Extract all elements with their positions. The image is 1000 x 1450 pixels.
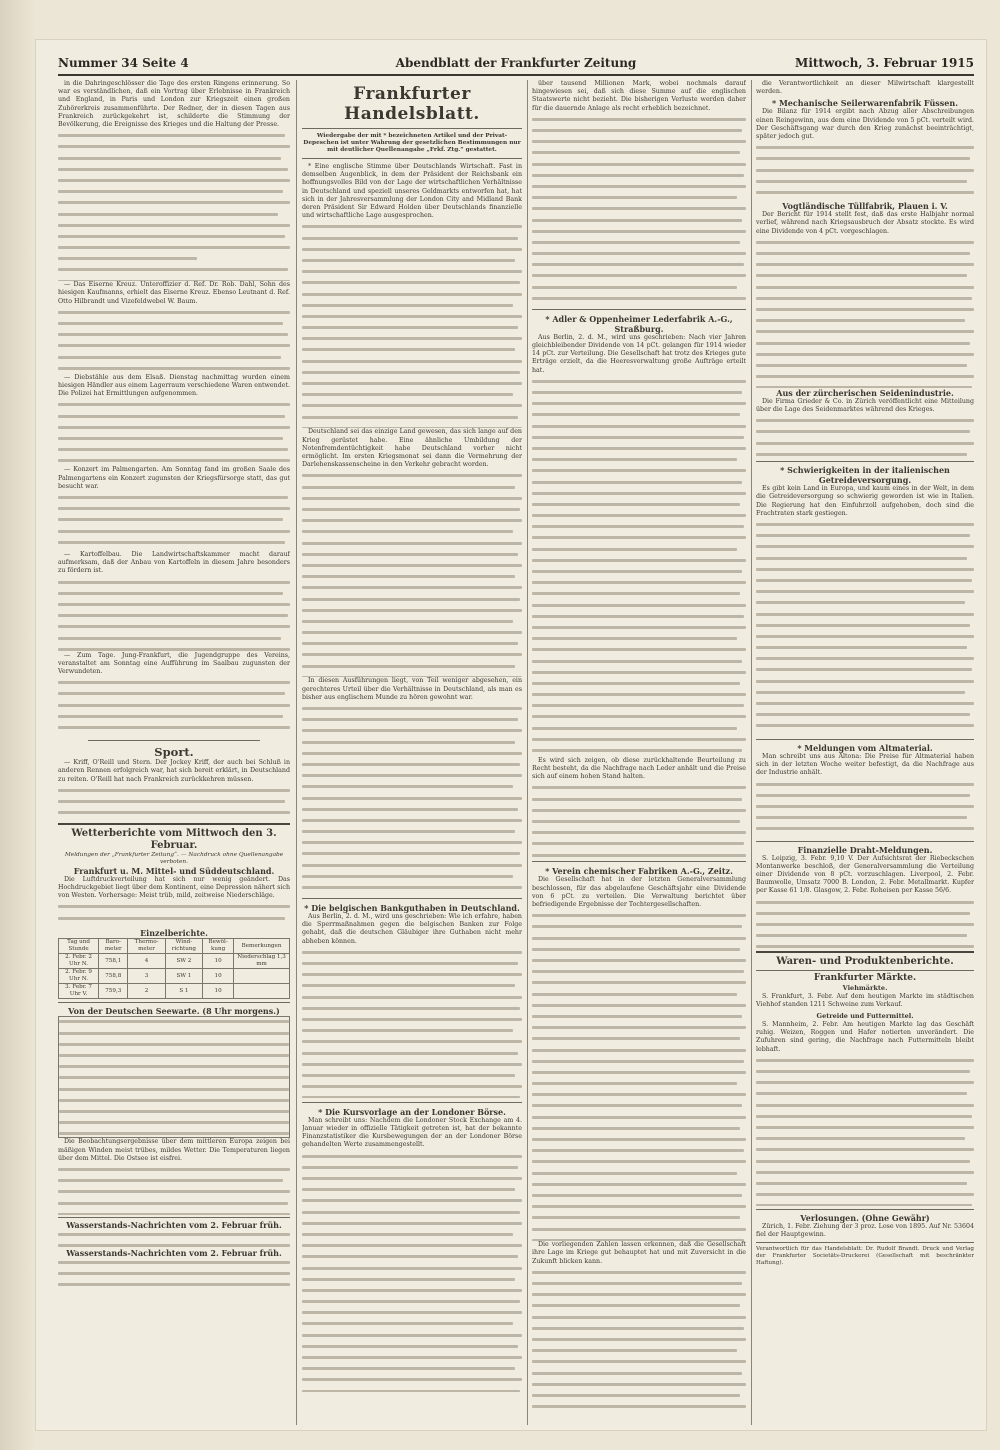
zeitz-text: Die Gesellschaft hat in der letzten Generalversammlung beschlossen, für das abgelaufene Geschäftsjahr eine Dividende von 6 pCt. zu verteilen. Die Verwaltung berichtet über befriedigende Ergebnisse der Tochtergesellschaften.	[532, 876, 746, 909]
table-header-row	[59, 939, 290, 954]
divider	[756, 739, 974, 740]
page-header	[58, 56, 974, 76]
kursvorlage-heading: * Die Kursvorlage an der Londoner Börse.	[318, 1106, 506, 1117]
table-row	[59, 969, 290, 984]
table-cell: 758,1	[99, 954, 128, 969]
getreide-heading: * Schwierigkeiten in der italienischen Getreideversorgung.	[780, 465, 950, 486]
zeitz-heading: * Verein chemischer Fabriken A.-G., Zeitz.	[545, 866, 733, 877]
article-text: Deutschland sei das einzige Land gewesen, das sich lange auf den Krieg gerüstet habe. Eine ähnliche Umbildung der Notenfremdentüchtigkeit habe Deutschland vorher nicht ermöglicht. Im ersten Kriegsmonat sei dann die Vermehrung der Darlehenskassenscheine in den Verkehr gebracht worden.	[302, 428, 522, 469]
divider	[88, 740, 260, 741]
verlosungen-text: Zürich, 1. Febr. Ziehung der 3 proz. Lose von 1895. Auf Nr. 53604 fiel der Hauptgewinn.	[756, 1222, 974, 1239]
einzelberichte-heading: Einzelberichte.	[140, 928, 208, 939]
vieh-text: S. Frankfurt, 3. Febr. Auf dem heutigen Markte im städtischen Viehhof standen 1211 Schweine zum Verkauf.	[756, 992, 974, 1008]
weather-heading: Wetterberichte vom Mittwoch den 3. Februar.	[71, 827, 277, 851]
table-cell: 10	[203, 984, 234, 999]
divider	[302, 128, 522, 129]
weather-text: Die Luftdruckverteilung hat sich nur wenig geändert. Das Hochdruckgebiet liegt über dem Kontinent, eine Depression nähert sich von Westen. Vorhersage: Meist trüb, mild, zeitweise Niederschläge.	[58, 875, 290, 900]
notice: — Konzert im Palmengarten. Am Sonntag fand im großen Saale des Palmengartens ein Konzert zugunsten der Kriegsfürsorge statt, das gut besucht war.	[58, 466, 290, 490]
weather-table	[58, 938, 290, 999]
text-block	[756, 416, 974, 458]
text-block	[58, 493, 290, 551]
column-rule	[296, 80, 297, 1425]
text-block	[58, 1258, 290, 1288]
table-header: Bemerkungen	[234, 939, 290, 954]
table-cell	[234, 984, 290, 999]
text-block	[302, 471, 522, 677]
text-block	[756, 1056, 974, 1206]
column-rule	[751, 80, 752, 1425]
draht-text: S. Leipzig, 3. Febr. 9,10 V. Der Aufsichtsrat der Riebeckschen Montanwerke beschloß, der Generalversammlung die Verteilung einer Dividende von 8 pCt. vorzuschlagen. Liverpool, 2. Febr. Baumwolle, Umsatz 7000 B. London, 2. Febr. Metallmarkt. Kupfer per Kasse 61 1/8. Glasgow, 2. Febr. Roheisen per Kasse 56/6.	[756, 854, 974, 895]
vogt-text: Der Bericht für 1914 stellt fest, daß das erste Halbjahr normal verlief, während nach Kriegsausbruch der Absatz stockte. Es wird eine Dividende von 4 pCt. vorgeschlagen.	[756, 211, 974, 235]
divider	[756, 951, 974, 953]
table-row	[59, 954, 290, 969]
weather-region: Frankfurt u. M. Mittel- und Süddeutschland.	[73, 865, 275, 876]
text-block	[532, 911, 746, 1241]
text-block	[58, 400, 290, 466]
divider	[58, 823, 290, 825]
text-block	[756, 143, 974, 201]
seil-heading: * Mechanische Seilerwarenfabrik Füssen.	[771, 98, 958, 109]
seewarte-text: Die Beobachtungsergebnisse über dem mittleren Europa zeigen bei mäßigen Winden meist trübes, mildes Wetter. Die Temperaturen liegen über dem Mittel. Die Ostsee ist eisfrei.	[58, 1138, 290, 1162]
wasserstand-heading: Wasserstands-Nachrichten vom 2. Februar früh.	[66, 1248, 282, 1259]
text-block	[756, 898, 974, 948]
leder-text: Aus Berlin, 2. d. M., wird uns geschrieben: Nach vier Jahren gleichbleibender Dividende von 14 pCt. gelangen für 1914 wieder 14 pCt. zur Verteilung. Die Gesellschaft hat trotz des Krieges gute Erträge erzielt, da die Heeresverwaltung große Aufträge erteilt hat.	[532, 333, 746, 374]
seewarte-heading: Von der Deutschen Seewarte. (8 Uhr morgens.)	[68, 1006, 280, 1017]
text-block	[532, 115, 746, 305]
notice: — Kartoffelbau. Die Landwirtschaftskammer macht darauf aufmerksam, daß der Anbau von Kartoffeln in diesem Jahre besonders zu fördern ist.	[58, 551, 290, 575]
divider	[756, 461, 974, 462]
table-header: Tag und Stunde	[59, 939, 99, 954]
table-cell: 10	[203, 969, 234, 984]
reprint-note: Wiedergabe der mit * bezeichneten Artikel und der Privat-Depeschen ist unter Wahrung der gesetzlichen Bestimmungen nur mit deutlicher Quellenangabe „Frkf. Ztg.“ gestattet.	[303, 133, 521, 153]
binding-gutter	[0, 0, 36, 1450]
table-cell: 2. Febr. 2 Uhr N.	[59, 954, 99, 969]
leder-text: Es wird sich zeigen, ob diese zurückhaltende Beurteilung zu Recht besteht, da die Nachfrage nach Leder anhält und die Preise sich auf einem hohen Stand halten.	[532, 756, 746, 781]
seide-heading: Aus der zürcherischen Seidenindustrie.	[776, 387, 954, 398]
divider	[756, 970, 974, 971]
text-block	[532, 1268, 746, 1408]
belgien-text: Aus Berlin, 2. d. M., wird uns geschrieben: Wie ich erfahre, haben die Sperrmaßnahmen gegen die belgischen Banken zur Folge gehabt, daß die deutschen Gläubiger ihre Guthaben nicht mehr abheben können.	[302, 913, 522, 945]
waren-heading: Waren- und Produktenberichte.	[776, 955, 954, 967]
table-cell: 2. Febr. 9 Uhr N.	[59, 969, 99, 984]
table-cell: 758,8	[99, 969, 128, 984]
divider	[532, 309, 746, 310]
issue-date: Mittwoch, 3. Februar 1915	[795, 56, 974, 70]
text-block	[58, 678, 290, 736]
table-cell: 10	[203, 954, 234, 969]
draht-heading: Finanzielle Draht-Meldungen.	[797, 844, 933, 855]
table-cell	[234, 969, 290, 984]
divider	[302, 158, 522, 159]
table-row	[59, 984, 290, 999]
sport-text: — Kriff, O'Reill und Stern. Der Jockey Kriff, der auch bei Schluß in anderen Rennen erfolgreich war, hat sich bereit erklärt, in Deutschland zu reiten. O'Reill hat nach Frankreich zurückkehren müssen.	[58, 759, 290, 783]
kursvorlage-text: Man schreibt uns: Nachdem die Londoner Stock Exchange am 4. Januar wieder in offizielle Tätigkeit getreten ist, hat der bekannte Finanzstatistiker die Kursbewegungen der an der Londoner Börse gehandelten Werte zusammengestellt.	[302, 1116, 522, 1149]
sport-heading: Sport.	[154, 745, 194, 760]
column-4	[756, 80, 974, 1430]
article-text: die Verantwortlichkeit an dieser Milwirtschaft klargestellt werden.	[756, 80, 974, 96]
column-1	[58, 80, 290, 1430]
text-block	[58, 308, 290, 374]
table-cell: SW 1	[165, 969, 202, 984]
table-cell: S 1	[165, 984, 202, 999]
zeitz-text: Die vorliegenden Zahlen lassen erkennen, daß die Gesellschaft ihre Lage im Kriege gut behauptet hat und mit Zuversicht in die Zukunft blicken kann.	[532, 1241, 746, 1265]
text-block	[532, 783, 746, 857]
table-cell: 3. Febr. 7 Uhr V.	[59, 984, 99, 999]
divider	[302, 1102, 522, 1103]
text-block	[756, 238, 974, 388]
vogt-heading: Vogtländische Tüllfabrik, Plauen i. V.	[782, 201, 948, 212]
text-block	[756, 780, 974, 838]
divider	[58, 1217, 290, 1218]
table-cell: Niederschlag 1,3 mm	[234, 954, 290, 969]
wasserstand-heading: Wasserstands-Nachrichten vom 2. Februar früh.	[66, 1220, 282, 1231]
table-header: Baro-meter	[99, 939, 128, 954]
divider	[532, 861, 746, 862]
table-cell: 4	[128, 954, 165, 969]
divider	[756, 1242, 974, 1243]
seide-text: Die Firma Grieder & Co. in Zürich veröffentlicht eine Mitteilung über die Lage des Seidenmarktes während des Krieges.	[756, 397, 974, 414]
weather-note: Meldungen der „Frankfurter Zeitung“. — Nachdruck ohne Quellenangabe verboten.	[64, 851, 284, 865]
article-text: über tausend Millionen Mark, wobei nochmals darauf hingewiesen sei, daß sich diese Summe auf die englischen Staatswerte nicht bezieht. Die bisherigen Verluste werden daher für die dauernde Anlage als recht erheblich bezeichnet.	[532, 80, 746, 112]
table-header: Wind-richtung	[165, 939, 202, 954]
getreide-text: Es gibt kein Land in Europa, und kaum eines in der Welt, in dem die Getreideversorgung so schwierig geworden ist wie in Italien. Die Regierung hat den Einfuhrzoll aufgehoben, doch sind die Frachtraten stark gestiegen.	[756, 485, 974, 517]
text-block	[756, 520, 974, 736]
masthead: Abendblatt der Frankfurter Zeitung	[395, 56, 637, 70]
text-block	[302, 948, 522, 1098]
vieh-heading: Viehmärkte.	[842, 983, 888, 992]
seewarte-table	[58, 1016, 290, 1138]
column-2	[302, 80, 522, 1430]
notice: — Das Eiserne Kreuz. Unteroffizier d. Ref. Dr. Rob. Dahl, Sohn des hiesigen Kaufmanns, erhielt das Eiserne Kreuz. Ebenso Leutnant d. Ref. Otto Hilbrandt und Vizefeldwebel W. Baum.	[58, 281, 290, 305]
page-number: Nummer 34 Seite 4	[58, 56, 189, 70]
text-block	[58, 902, 290, 928]
text-block	[58, 1230, 290, 1248]
text-block	[302, 704, 522, 894]
text-block	[302, 1152, 522, 1392]
text-block	[532, 377, 746, 757]
impressum: Verantwortlich für das Handelsblatt: Dr. Rudolf Brandt. Druck und Verlag der Frankfurter Societäts-Druckerei (Gesellschaft mit beschränkter Haftung).	[756, 1246, 974, 1267]
seil-text: Die Bilanz für 1914 ergibt nach Abzug aller Abschreibungen einen Reingewinn, aus dem eine Dividende von 5 pCt. verteilt wird. Der Geschäftsgang war durch den Krieg zunächst beeinträchtigt, später jedoch gut.	[756, 108, 974, 141]
leder-heading: * Adler & Oppenheimer Lederfabrik A.-G., Straßburg.	[545, 313, 733, 334]
belgien-heading: * Die belgischen Bankguthaben in Deutschland.	[304, 903, 520, 914]
table-cell: SW 2	[165, 954, 202, 969]
feuilleton-text: in die Dahringeschlösser die Tage des ersten Ringens erinnerung. So war es verständlichen, daß ein Vortrag über Erlebnisse in Frankreich und England, in Paris und London zur Kriegszeit einen großen Zuhörerkreis zusammenführte. Der Redner, der in diesen Tagen aus Frankreich zurückgekehrt ist, schilderte die Stimmung der Bevölkerung, die Ereignisse des Krieges und die Haltung der Presse.	[58, 80, 290, 129]
table-cell: 759,3	[99, 984, 128, 999]
divider	[58, 1002, 290, 1003]
notice: — Diebstähle aus dem Elsaß. Dienstag nachmittag wurden einem hiesigen Händler aus einem Lagerraum verschiedene Waren entwendet. Die Polizei hat Ermittlungen aufgenommen.	[58, 373, 290, 398]
column-rule	[527, 80, 528, 1425]
notice: — Zum Tage. Jung-Frankfurt, die Jugendgruppe des Vereins, veranstaltet am Sonntag eine Aufführung im Saalbau zugunsten der Verwundeten.	[58, 651, 290, 676]
table-header: Bewöl-kung	[203, 939, 234, 954]
text-block	[302, 222, 522, 428]
altmaterial-heading: * Meldungen vom Altmaterial.	[797, 743, 933, 754]
table-cell: 2	[128, 984, 165, 999]
article-text: In diesen Ausführungen liegt, von Teil weniger abgesehen, ein gerechteres Urteil über die Verhältnisse in Deutschland, als man es bisher aus englischem Munde zu hören gewohnt war.	[302, 677, 522, 701]
text-block	[58, 578, 290, 652]
text-block	[58, 131, 290, 281]
divider	[756, 1209, 974, 1210]
divider	[756, 841, 974, 842]
divider	[302, 898, 522, 899]
column-3	[532, 80, 746, 1430]
table-cell: 3	[128, 969, 165, 984]
getreide2-text: S. Mannheim, 2. Febr. Am heutigen Markte lag das Geschäft ruhig. Weizen, Roggen und Hafer notierten unverändert. Die Zufuhren sind gering, die Nachfrage nach Futtermitteln bleibt lebhaft.	[756, 1021, 974, 1053]
table-header: Thermo-meter	[128, 939, 165, 954]
altmaterial-text: Man schreibt uns aus Altona: Die Preise für Altmaterial haben sich in der letzten Woche weiter befestigt, da die Nachfrage aus der Industrie anhält.	[756, 753, 974, 777]
verlosungen-heading: Verlosungen. (Ohne Gewähr)	[800, 1212, 930, 1223]
text-block	[58, 786, 290, 820]
article-text: * Eine englische Stimme über Deutschlands Wirtschaft. Fast in demselben Augenblick, in dem der Präsident der Reichsbank ein hoffnungsvolles Bild von der Lage der wirtschaftlichen Verhältnisse in Deutschland und speziell unseres Geldmarkts entworfen hat, hat sich in der Jahresversammlung der London City and Midland Bank deren Präsident Sir Edward Holden über Deutschlands finanzielle und wirtschaftliche Lage ausgesprochen.	[302, 163, 522, 220]
getreide2-heading: Getreide und Futtermittel.	[816, 1012, 914, 1021]
maerkte-heading: Frankfurter Märkte.	[813, 972, 917, 983]
handelsblatt-title: Frankfurter Handelsblatt.	[344, 84, 480, 124]
text-block	[58, 1165, 290, 1215]
